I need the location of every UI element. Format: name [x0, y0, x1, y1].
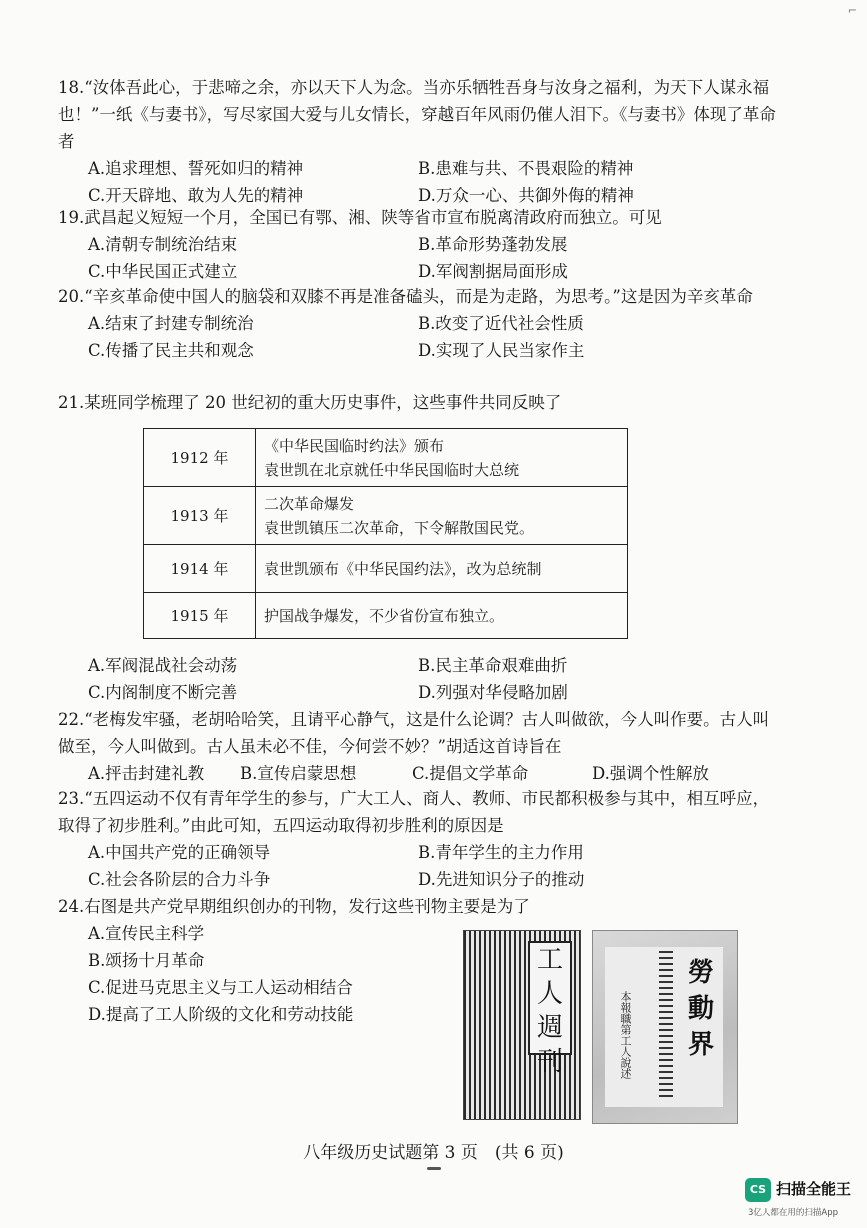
event-text: 袁世凯在北京就任中华民国临时大总统 — [264, 460, 520, 479]
option-d: D.列强对华侵略加剧 — [418, 683, 568, 702]
question-18 — [58, 74, 778, 209]
camscanner-logo-icon: CS — [745, 1178, 771, 1202]
options — [58, 310, 778, 364]
option-b: B.革命形势蓬勃发展 — [418, 235, 568, 254]
question-23 — [58, 785, 778, 893]
year-cell: 1915 年 — [144, 593, 256, 639]
option-d: D.先进知识分子的推动 — [418, 870, 585, 889]
options — [58, 231, 778, 285]
option-c: C.内阁制度不断完善 — [88, 683, 238, 702]
question-stem: 24.右图是共产党早期组织创办的刊物，发行这些刊物主要是为了 — [58, 897, 530, 916]
option-a: A.追求理想、誓死如归的精神 — [88, 159, 304, 178]
option-b: B.颂扬十月革命 — [88, 951, 205, 970]
question-stem: 18.“汝体吾此心，于悲啼之余，亦以天下人为念。当亦乐牺牲吾身与汝身之福利，为天下人谋永福也！”一纸《与妻书》，写尽家国大爱与儿女情长，穿越百年风雨仍催人泪下。《与妻书》体现了革命者 — [58, 78, 776, 151]
question-stem: 19.武昌起义短短一个月，全国已有鄂、湘、陕等省市宣布脱离清政府而独立。可见 — [58, 208, 662, 227]
option-c: C.社会各阶层的合力斗争 — [88, 870, 271, 889]
footer-mark — [427, 1167, 441, 1170]
option-d: D.军阀割据局面形成 — [418, 262, 568, 281]
table-row — [144, 545, 628, 593]
option-a: A.中国共产党的正确领导 — [88, 843, 271, 862]
options — [58, 155, 778, 209]
option-d: D.万众一心、共御外侮的精神 — [418, 186, 634, 205]
option-a: A.结束了封建专制统治 — [88, 314, 254, 333]
question-stem: 23.“五四运动不仅有青年学生的参与，广大工人、商人、教师、市民都积极参与其中，相互呼应，取得了初步胜利。”由此可知，五四运动取得初步胜利的原因是 — [58, 789, 770, 835]
option-a: A.宣传民主科学 — [88, 924, 205, 943]
workers-weekly-image — [463, 930, 581, 1120]
question-stem: 20.“辛亥革命使中国人的脑袋和双膝不再是准备磕头，而是为走路，为思考。”这是因为辛亥革命 — [58, 287, 753, 306]
newspaper-masthead: 工人週刊 — [528, 941, 572, 1055]
events-cell — [256, 487, 628, 545]
option-d: D.提高了工人阶级的文化和劳动技能 — [88, 1005, 354, 1024]
option-a: A.抨击封建礼教 — [88, 764, 205, 783]
newspaper-masthead: 勞動界 — [687, 958, 714, 1060]
event-text: 护国战争爆发，不少省份宣布独立。 — [264, 606, 505, 625]
option-b: B.青年学生的主力作用 — [418, 843, 584, 862]
option-c: C.开天辟地、敢为人先的精神 — [88, 186, 304, 205]
year-cell: 1914 年 — [144, 545, 256, 593]
events-cell — [256, 545, 628, 593]
table-row — [144, 429, 628, 487]
table-row — [144, 487, 628, 545]
question-stem: 21.某班同学梳理了 20 世纪初的重大历史事件，这些事件共同反映了 — [58, 393, 562, 412]
event-text: 袁世凯镇压二次革命，下令解散国民党。 — [264, 518, 535, 537]
options — [58, 652, 778, 706]
option-b: B.宣传启蒙思想 — [240, 764, 357, 783]
scanner-tagline: 3亿人都在用的扫描App — [748, 1208, 839, 1218]
option-c: C.中华民国正式建立 — [88, 262, 238, 281]
page-number: 八年级历史试题第 3 页 (共 6 页) — [303, 1143, 564, 1163]
option-b: B.患难与共、不畏艰险的精神 — [418, 159, 634, 178]
option-b: B.民主革命艰难曲折 — [418, 656, 568, 675]
year-cell: 1913 年 — [144, 487, 256, 545]
question-21-options — [58, 652, 778, 706]
labor-world-image — [592, 930, 738, 1124]
events-table — [143, 428, 628, 639]
text-columns — [659, 951, 673, 1101]
question-19 — [58, 204, 778, 285]
year-cell: 1912 年 — [144, 429, 256, 487]
option-d: D.实现了人民当家作主 — [418, 341, 585, 360]
newspaper-subtitle: 本報職第工人說述 — [619, 991, 632, 1079]
event-text: 袁世凯颁布《中华民国约法》，改为总统制 — [264, 559, 542, 578]
table-row — [144, 593, 628, 639]
option-a: A.清朝专制统治结束 — [88, 235, 238, 254]
option-c: C.促进马克思主义与工人运动相结合 — [88, 978, 353, 997]
scanner-app-name: 扫描全能王 — [776, 1180, 852, 1198]
options — [58, 760, 778, 787]
question-22 — [58, 706, 778, 787]
event-text: 二次革命爆发 — [264, 494, 355, 513]
page-footer — [0, 1138, 867, 1170]
event-text: 《中华民国临时约法》颁布 — [264, 436, 445, 455]
question-stem: 22.“老梅发牢骚，老胡哈哈笑，且请平心静气，这是什么论调？古人叫做欲，今人叫作要。古人叫做至，今人叫做到。古人虽未必不佳，今何尝不妙？”胡适这首诗旨在 — [58, 710, 770, 756]
question-21 — [58, 389, 778, 416]
events-cell — [256, 593, 628, 639]
option-a: A.军阀混战社会动荡 — [88, 656, 238, 675]
option-c: C.提倡文学革命 — [412, 764, 529, 783]
option-d: D.强调个性解放 — [592, 764, 709, 783]
option-b: B.改变了近代社会性质 — [418, 314, 584, 333]
corner-mark: ⌐ — [847, 4, 857, 17]
events-cell — [256, 429, 628, 487]
question-20 — [58, 283, 778, 364]
options — [58, 839, 778, 893]
option-c: C.传播了民主共和观念 — [88, 341, 254, 360]
